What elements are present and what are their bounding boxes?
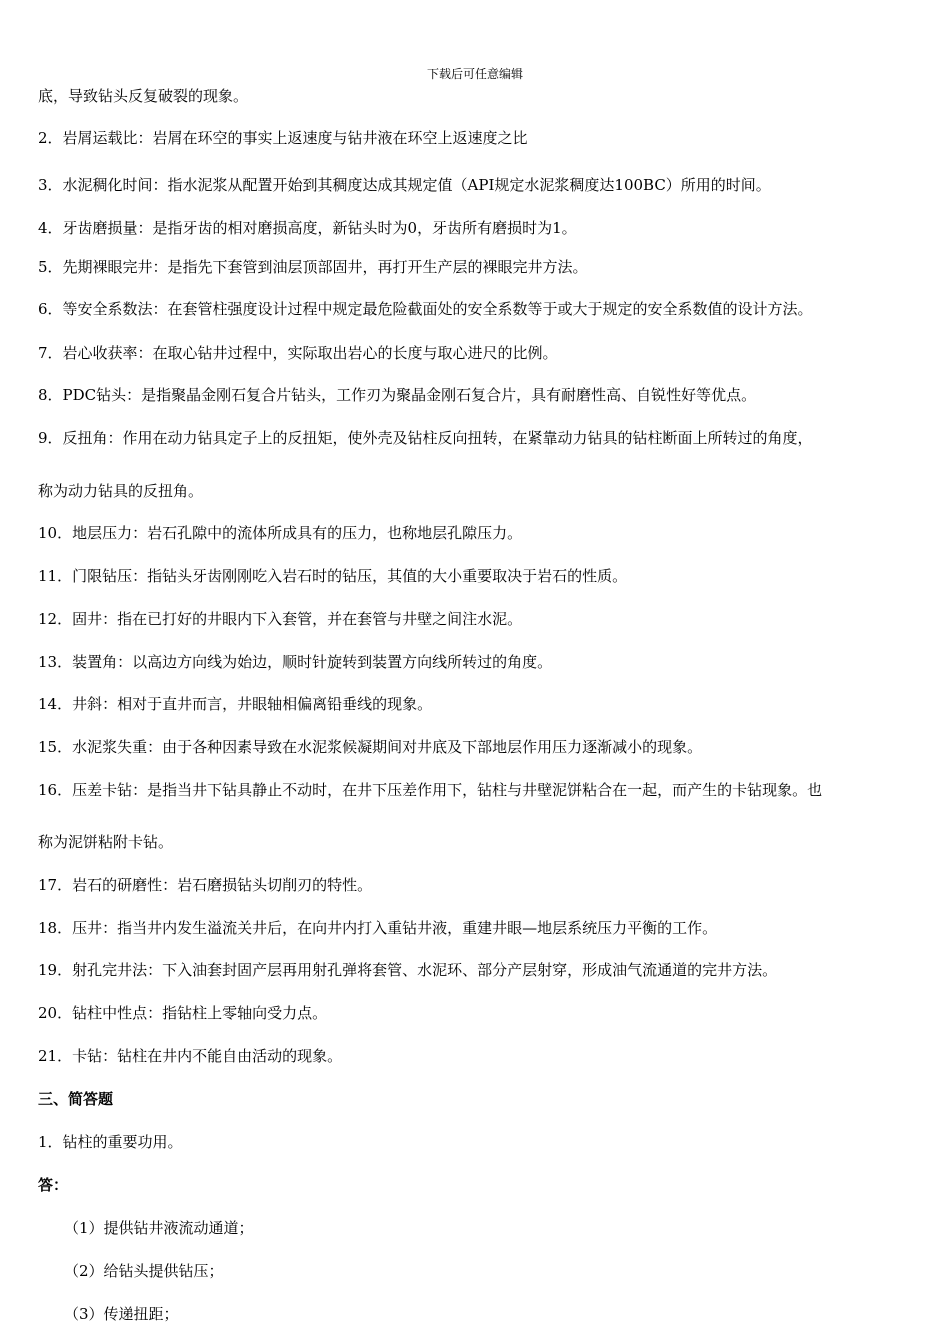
definition-item: 7．岩心收获率：在取心钻井过程中，实际取出岩心的长度与取心进尺的比例。 [38, 344, 558, 362]
text-line: 底，导致钻头反复破裂的现象。 [38, 87, 249, 105]
section-heading: 三、简答题 [38, 1090, 114, 1108]
answer-point: （2）给钻头提供钻压； [64, 1262, 224, 1280]
definition-item: 2．岩屑运载比：岩屑在环空的事实上返速度与钻井液在环空上返速度之比 [38, 129, 528, 147]
text-line: 称为泥饼粘附卡钻。 [38, 833, 174, 851]
answer-point: （3）传递扭距； [64, 1305, 179, 1323]
definition-item: 12．固井：指在已打好的井眼内下入套管，并在套管与井壁之间注水泥。 [38, 610, 523, 628]
definition-item: 3．水泥稠化时间：指水泥浆从配置开始到其稠度达成其规定值（API规定水泥浆稠度达100BC）所用的时间。 [38, 176, 771, 194]
definition-item: 10．地层压力：岩石孔隙中的流体所成具有的压力，也称地层孔隙压力。 [38, 524, 523, 542]
question-item: 1．钻柱的重要功用。 [38, 1133, 183, 1151]
definition-item: 13．装置角：以高边方向线为始边，顺时针旋转到装置方向线所转过的角度。 [38, 653, 553, 671]
definition-item: 16．压差卡钻：是指当井下钻具静止不动时，在井下压差作用下，钻柱与井壁泥饼粘合在一起，而产生的卡钻现象。也 [38, 781, 823, 799]
definition-item: 15．水泥浆失重：由于各种因素导致在水泥浆候凝期间对井底及下部地层作用压力逐渐减小的现象。 [38, 738, 703, 756]
definition-item: 5．先期裸眼完井：是指先下套管到油层顶部固井，再打开生产层的裸眼完井方法。 [38, 258, 588, 276]
page-header-note: 下载后可任意编辑 [426, 67, 523, 81]
definition-item: 19．射孔完井法：下入油套封固产层再用射孔弹将套管、水泥环、部分产层射穿，形成油气流通道的完井方法。 [38, 961, 778, 979]
definition-item: 6．等安全系数法：在套管柱强度设计过程中规定最危险截面处的安全系数等于或大于规定的安全系数值的设计方法。 [38, 300, 813, 318]
definition-item: 4．牙齿磨损量：是指牙齿的相对磨损高度，新钻头时为0，牙齿所有磨损时为1。 [38, 219, 577, 237]
definition-item: 11．门限钻压：指钻头牙齿刚刚吃入岩石时的钻压，其值的大小重要取决于岩石的性质。 [38, 567, 628, 585]
definition-item: 18．压井：指当井内发生溢流关井后，在向井内打入重钻井液，重建井眼—地层系统压力平衡的工作。 [38, 919, 718, 937]
answer-point: （1）提供钻井液流动通道； [64, 1219, 254, 1237]
answer-label: 答： [38, 1176, 69, 1194]
definition-item: 9．反扭角：作用在动力钻具定子上的反扭矩，使外壳及钻柱反向扭转，在紧靠动力钻具的钻柱断面上所转过的角度， [38, 429, 813, 447]
definition-item: 21．卡钻：钻柱在井内不能自由活动的现象。 [38, 1047, 343, 1065]
definition-item: 17．岩石的研磨性：岩石磨损钻头切削刃的特性。 [38, 876, 373, 894]
text-line: 称为动力钻具的反扭角。 [38, 482, 204, 500]
definition-item: 20．钻柱中性点：指钻柱上零轴向受力点。 [38, 1004, 328, 1022]
definition-item: 8．PDC钻头：是指聚晶金刚石复合片钻头，工作刃为聚晶金刚石复合片，具有耐磨性高、自锐性好等优点。 [38, 386, 757, 404]
definition-item: 14．井斜：相对于直井而言，井眼轴相偏离铅垂线的现象。 [38, 695, 433, 713]
